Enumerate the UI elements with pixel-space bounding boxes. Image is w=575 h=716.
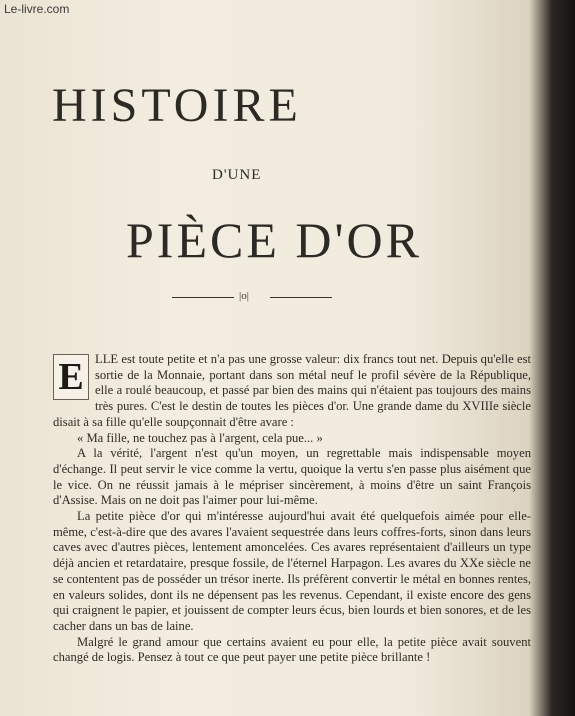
ornament-center: |o| (239, 290, 249, 302)
body-text (53, 352, 531, 666)
title-line-3: PIÈCE D'OR (126, 212, 422, 268)
first-word: LLE (95, 352, 119, 366)
drop-cap: E (53, 354, 89, 400)
paragraph-3: A la vérité, l'argent n'est qu'un moyen, un regrettable mais indispensable moyen d'échange. Il peut servir le vice comme la vertu, quoique la vertu s'en passe plus aisément que le vice. On ne réussit jamais à le mépriser sincèrement, à moins d'être un saint François d'Assise. Mais on ne doit pas l'aimer pour lui-même. (53, 446, 531, 508)
title-line-1: HISTOIRE (52, 79, 302, 132)
paragraph-1: E LLE est toute petite et n'a pas une grosse valeur: dix francs tout net. Depuis qu'elle est sortie de la Monnaie, portant dans son métal neuf le profil sévère de la République, elle a roulé beaucoup, et passé par bien des mains qui n'étaient pas toujours des mains très pures. C'est le destin de toutes les pièces d'or. Une grande dame du XVIIIe siècle disait à sa fille qu'elle soupçonnait d'être avare : (53, 352, 531, 429)
paragraph-2: « Ma fille, ne touchez pas à l'argent, cela pue... » (77, 430, 323, 445)
paragraph-4: La petite pièce d'or qui m'intéresse aujourd'hui avait été quelquefois aimée pour elle-même, c'est-à-dire que des avares l'avaient sequestrée dans leurs coffres-forts, sinon dans leurs caves avec d'autres pièces, lentement amoncelées. Ces avares représentaient d'ailleurs un type déjà ancien et retardataire, presque fossile, de l'éternel Harpagon. Les avares du XXe siècle ne se contentent pas de posséder un trésor inerte. Ils préfèrent convertir le métal en bonnes rentes, en valeurs solides, dont ils ne dépensent pas les revenus. Cependant, il existe encore des gens qui craignent le papier, et jouissent de compter leurs écus, bien lourds et bien sonores, et de les cacher dans un bas de laine. (53, 509, 531, 633)
ornament-line-left (172, 297, 234, 298)
title-line-2: D'UNE (212, 167, 262, 183)
title-ornament (172, 290, 332, 304)
watermark: Le-livre.com (4, 2, 70, 16)
ornament-line-right (270, 297, 332, 298)
paragraph-5: Malgré le grand amour que certains avaient eu pour elle, la petite pièce avait souvent changé de logis. Pensez à tout ce que peut payer une petite pièce brillante ! (53, 634, 531, 665)
